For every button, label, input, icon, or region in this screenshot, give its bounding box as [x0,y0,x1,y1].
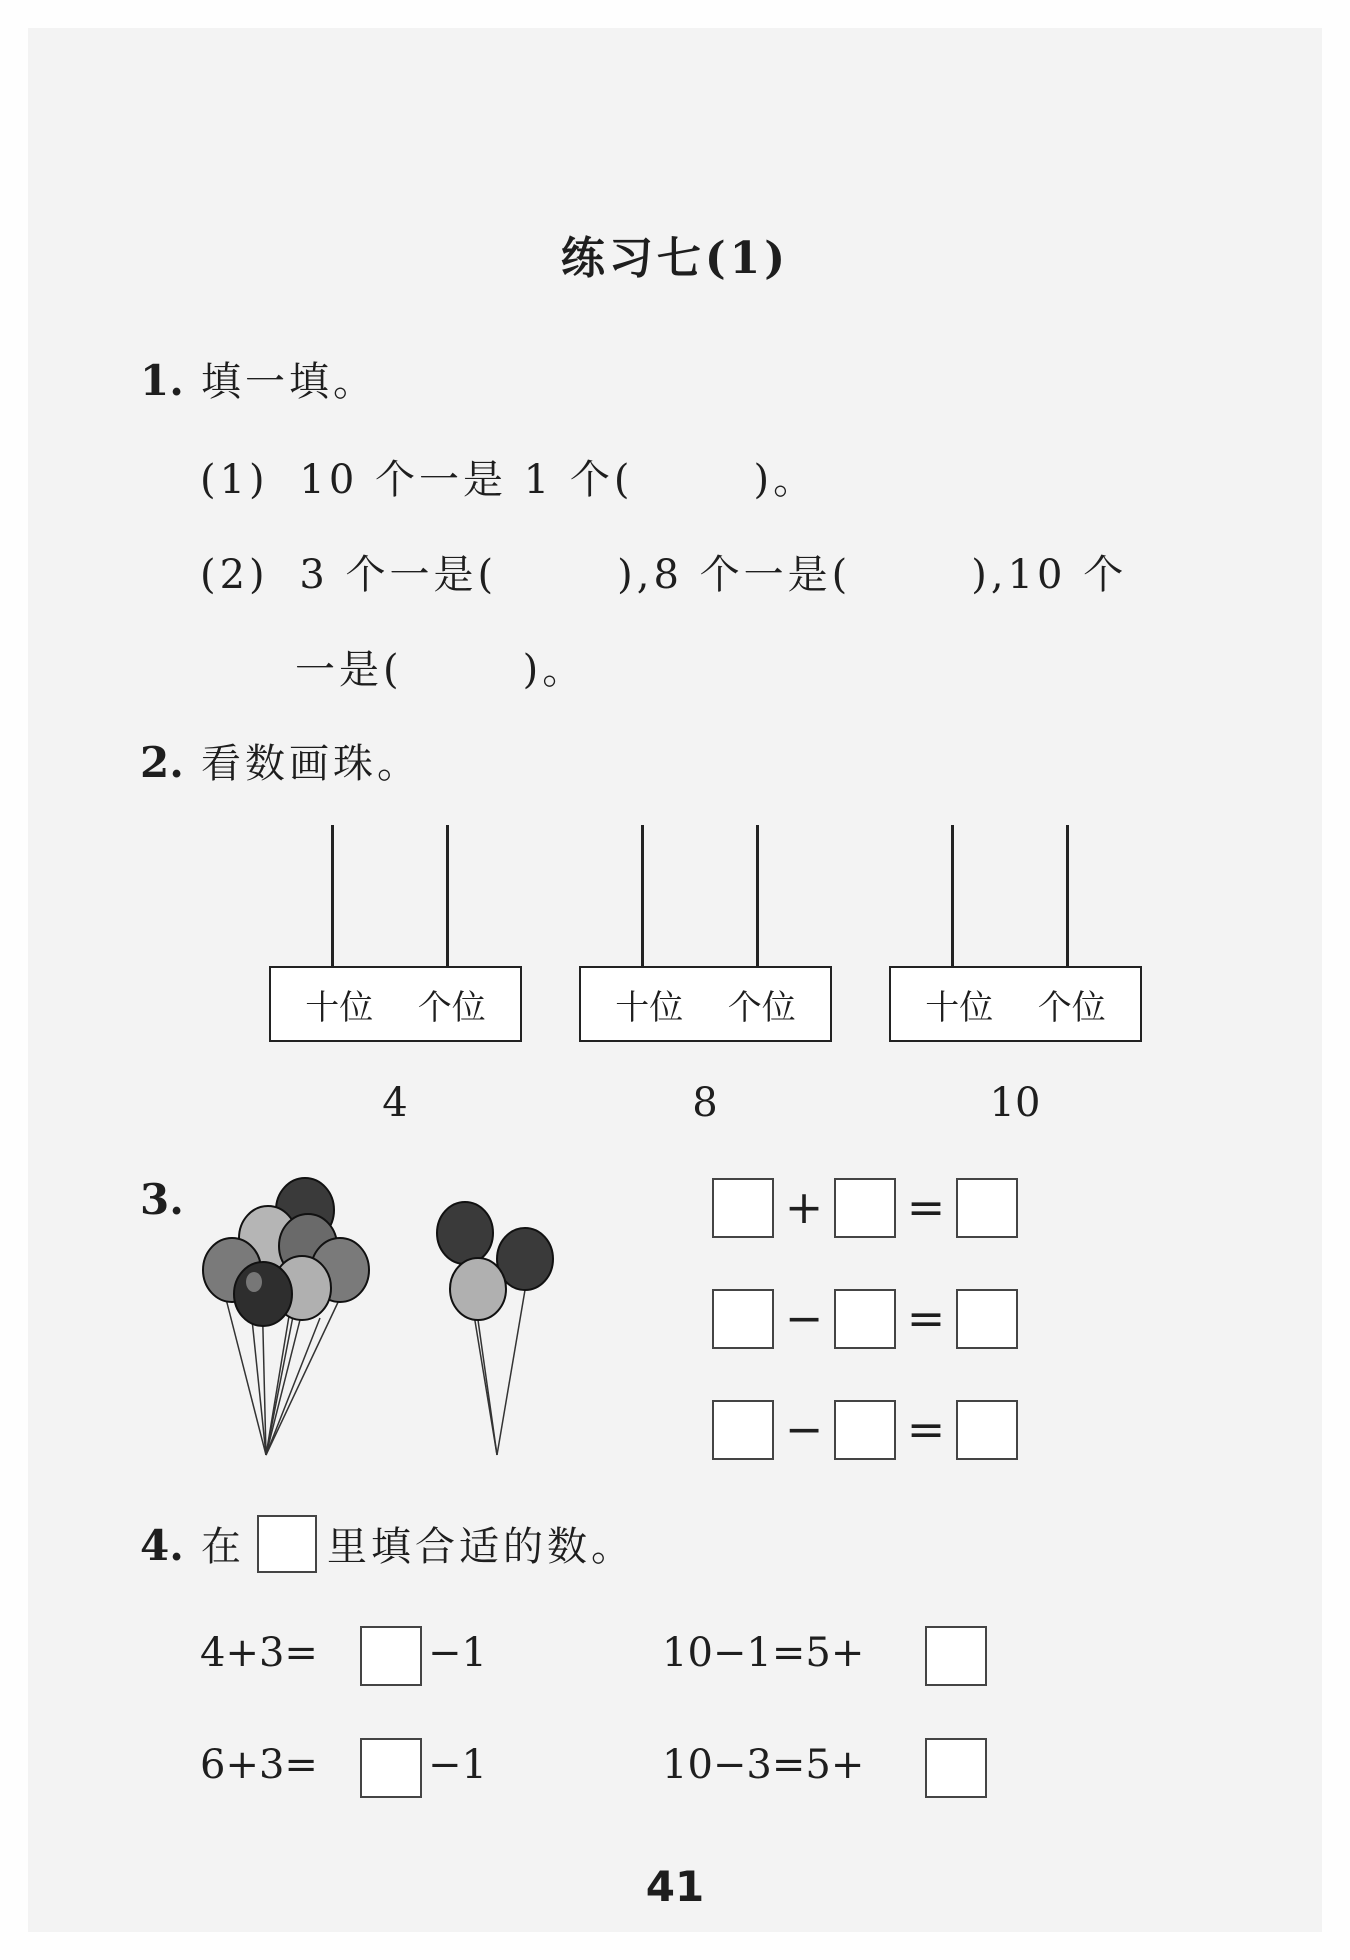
part-2-label: (2) [200,552,269,598]
question-1-number: 1. [140,356,184,405]
equation-left-part: 4+3= [200,1630,318,1676]
balloon [234,1262,292,1326]
answer-box[interactable] [925,1738,987,1798]
question-3-number: 3. [140,1175,184,1224]
equals-sign: = [906,1180,946,1234]
page-number: 41 [645,1862,705,1911]
abacus-base [579,966,832,1042]
part-2-text-a: 3 个一是( [299,552,498,598]
ones-label: 个位 [1037,987,1106,1028]
part-1-text: 10 个一是 1 个( [299,457,634,503]
abacus-rod-ones[interactable] [446,825,449,968]
equals-sign: = [906,1402,946,1456]
equation-left-part: 6+3= [200,1742,318,1788]
part-2-text-d: 一是( [295,647,403,693]
tens-label: 十位 [925,987,994,1028]
ones-label: 个位 [417,987,486,1028]
part-2-text-b: ),8 个一是( [617,552,852,598]
part-1-end: )。 [753,457,818,503]
abacus-rod-tens[interactable] [641,825,644,968]
tens-label: 十位 [615,987,684,1028]
question-4-number: 4. [140,1521,184,1570]
abacus-number: 4 [382,1080,408,1126]
answer-box[interactable] [956,1178,1018,1238]
equation-left-tail: −1 [428,1742,487,1788]
part-2-text-e: )。 [522,647,587,693]
question-1-text: 填一填。 [200,359,377,405]
answer-box[interactable] [712,1289,774,1349]
example-box [257,1515,317,1573]
answer-box[interactable] [834,1400,896,1460]
abacus-rod-ones[interactable] [756,825,759,968]
answer-box[interactable] [834,1178,896,1238]
tens-label: 十位 [305,987,374,1028]
balloon-group-left [190,1170,380,1460]
question-4-text-after: 里填合适的数。 [327,1524,635,1570]
answer-box[interactable] [925,1626,987,1686]
abacus-rod-tens[interactable] [331,825,334,968]
answer-box[interactable] [834,1289,896,1349]
abacus-rod-tens[interactable] [951,825,954,968]
abacus-base [889,966,1142,1042]
answer-box[interactable] [712,1400,774,1460]
question-4-header [140,1515,245,1572]
abacus-number: 8 [692,1080,718,1126]
operator-sign: + [784,1180,824,1234]
operator-sign: − [784,1402,824,1456]
part-1-label: (1) [200,457,269,503]
abacus-number: 10 [989,1080,1041,1126]
answer-box[interactable] [712,1178,774,1238]
answer-box[interactable] [360,1626,422,1686]
abacus-rod-ones[interactable] [1066,825,1069,968]
equation-right-part: 10−1=5+ [662,1630,865,1676]
page-title: 练习七(1) [560,233,790,284]
question-2-number: 2. [140,738,184,787]
balloon [437,1202,493,1264]
part-2-text-c: ),10 个 [971,552,1128,598]
question-1-part-2 [200,543,1127,600]
question-4-text-before: 在 [200,1524,245,1570]
equation-left-tail: −1 [428,1630,487,1676]
question-1-part-2-cont [295,638,586,695]
question-1-part-1 [200,448,817,505]
balloon [450,1258,506,1320]
balloon-group-right [425,1195,565,1460]
question-2-text: 看数画珠。 [200,741,421,787]
equation-right-part: 10−3=5+ [662,1742,865,1788]
answer-box[interactable] [360,1738,422,1798]
operator-sign: − [784,1291,824,1345]
question-1-header [140,350,377,407]
answer-box[interactable] [956,1289,1018,1349]
ones-label: 个位 [727,987,796,1028]
equals-sign: = [906,1291,946,1345]
question-2-header [140,732,421,789]
abacus-base [269,966,522,1042]
answer-box[interactable] [956,1400,1018,1460]
